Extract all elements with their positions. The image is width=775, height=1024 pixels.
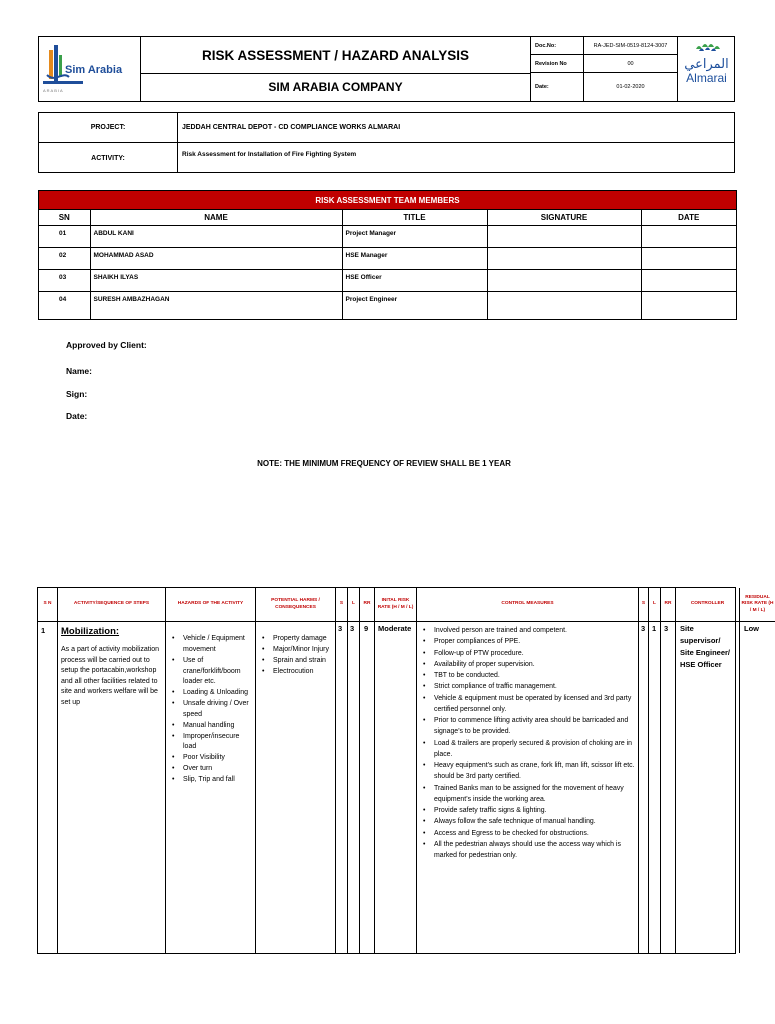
almarai-logo-latin: Almarai [686,71,727,85]
member-name: SURESH AMBAZHAGAN [90,291,342,319]
member-title: HSE Officer [342,269,487,291]
col-sn [38,588,58,953]
activity-description: As a part of activity mobilization process will be carried out to setup the portacabin,workshop and all other facilities related to site and workers welfare will be set up [61,646,160,706]
header-s-residual: S [639,588,648,622]
list-item: • Access and Egress to be checked for obstructions. [420,828,635,839]
col-l [348,588,360,953]
list-item: • All the pedestrian always should use the access way which is marked for pedestrian only. [420,839,635,862]
list-item: • Heavy equipment’s such as crane, fork lift, man lift, scissor lift etc. should be 3rd party certified. [420,760,635,783]
row-s: 3 [338,624,343,633]
list-item: • Manual handling [169,721,252,732]
list-item: • Load & trailers are properly secured & provision of choking are in place. [420,738,635,761]
header-rr-residual: RR [661,588,675,622]
member-title: Project Manager [342,225,487,247]
col-s [336,588,348,953]
member-sn: 01 [39,225,90,247]
member-date [641,291,736,319]
member-name: MOHAMMAD ASAD [90,247,342,269]
doc-no-value: RA-JED-SIM-0519-8124-3007 [593,42,668,49]
approval-date: Date: [66,411,88,421]
row-initial-risk: Moderate [378,624,412,633]
list-item: • Vehicle / Equipment movement [169,634,252,656]
list-item: • Proper compliances of PPE. [420,636,635,647]
row-l-residual: 1 [652,624,657,633]
list-item: • Strict compliance of traffic management. [420,681,635,692]
activity-title: Mobilization: [61,626,120,637]
company-name: SIM ARABIA COMPANY [268,80,403,94]
sim-arabia-logo-text: Sim Arabia [65,64,123,76]
document-title: RISK ASSESSMENT / HAZARD ANALYSIS [141,37,530,74]
project-label: PROJECT: [39,113,178,142]
list-item: • Provide safety traffic signs & lighting. [420,805,635,816]
col-s-residual [639,588,649,953]
header-rr: RR [360,588,374,622]
team-heading: RISK ASSESSMENT TEAM MEMBERS [39,191,736,210]
col-name: NAME [90,210,342,225]
table-row [39,291,736,319]
row-controller: Site supervisor/ Site Engineer/ HSE Officer [680,624,731,669]
header-hazards: HAZARDS OF THE ACTIVITY [166,588,255,622]
member-signature [487,225,641,247]
header-l: L [348,588,359,622]
row-sn: 1 [41,626,46,635]
header-sn: S N [38,588,57,622]
control-measures-cell [417,623,638,863]
activity-cell [58,623,165,710]
header-title-block [141,37,531,101]
member-sn: 02 [39,247,90,269]
list-item: • Use of crane/forklift/boom loader etc. [169,656,252,689]
harms-cell [256,632,335,679]
col-l-residual [649,588,661,953]
list-item: • Vehicle & equipment must be operated by licensed and 3rd party certified personnel only. [420,693,635,716]
review-note: NOTE: THE MINIMUM FREQUENCY OF REVIEW SHALL BE 1 YEAR [257,459,511,468]
header-l-residual: L [649,588,660,622]
member-date [641,269,736,291]
list-item: • Always follow the safe technique of manual handling. [420,816,635,827]
header-activity: ACTIVITY/SEQUENCE OF STEPS [58,588,165,622]
member-signature [487,291,641,319]
col-initial-risk [375,588,417,953]
col-activity [58,588,166,953]
document-header [38,36,735,102]
table-row [39,247,736,269]
header-s: S [336,588,347,622]
member-title: Project Engineer [342,291,487,319]
list-item: • Poor Visibility [169,753,252,764]
col-hazards [166,588,256,953]
member-title: HSE Manager [342,247,487,269]
list-item: • Follow-up of PTW procedure. [420,648,635,659]
date-value: 01-02-2020 [616,84,645,90]
row-rr: 9 [364,624,369,633]
list-item: • Prior to commence lifting activity area should be barricaded and signage’s to be provided. [420,715,635,738]
header-initial-risk: INITAL RISK RATE (H / M / L) [375,588,416,622]
header-controller: CONTROLLER [676,588,739,622]
list-item: • Slip, Trip and fall [169,775,252,786]
header-control-measures: CONTROL MEASURES [417,588,638,622]
project-info [38,112,735,173]
list-item: • Sprain and strain [259,656,332,667]
list-item: • Trained Banks man to be assigned for the movement of heavy equipment’s inside the working area. [420,783,635,806]
list-item: • Availability of proper supervision. [420,659,635,670]
sim-arabia-logo-subtext: ARABIA [43,88,64,93]
col-harms [256,588,336,953]
header-harms: POTENTIAL HARMS / CONSEQUENCES [256,588,335,622]
sim-arabia-logo [39,37,141,101]
date-label: Date: [531,73,584,101]
col-control-measures [417,588,639,953]
revision-label: Revision No [531,55,584,72]
row-s-residual: 3 [641,624,646,633]
list-item: • Unsafe driving / Over speed [169,699,252,721]
col-signature: SIGNATURE [487,210,641,225]
list-item: • Electrocution [259,667,332,678]
member-name: ABDUL KANI [90,225,342,247]
row-residual-risk: Low [744,624,759,633]
hazards-cell [166,632,255,788]
row-l: 3 [350,624,355,633]
member-name: SHAIKH ILYAS [90,269,342,291]
col-rr-residual [661,588,676,953]
document-meta [531,37,678,101]
project-value: JEDDAH CENTRAL DEPOT - CD COMPLIANCE WORKS ALMARAI [182,124,401,131]
approval-sign: Sign: [66,389,88,399]
member-sn: 03 [39,269,90,291]
activity-label: ACTIVITY: [39,143,178,173]
list-item: • Loading & Unloading [169,688,252,699]
almarai-logo-icon [678,37,735,101]
risk-assessment-table [37,587,774,954]
row-rr-residual: 3 [664,624,669,633]
activity-value: Risk Assessment for Installation of Fire Fighting System [182,151,357,158]
team-members-table [38,190,737,320]
col-sn: SN [39,210,90,225]
almarai-logo-arabic: المراعي [684,57,729,72]
approval-name: Name: [66,366,92,376]
team-header-row [39,210,736,225]
member-signature [487,269,641,291]
col-residual-risk [740,588,775,953]
col-rr [360,588,375,953]
col-date: DATE [641,210,736,225]
member-sn: 04 [39,291,90,319]
sim-arabia-logo-icon [39,37,141,101]
member-signature [487,247,641,269]
list-item: • TBT to be conducted. [420,670,635,681]
list-item: • Property damage [259,634,332,645]
col-controller [676,588,740,953]
list-item: • Major/Minor Injury [259,645,332,656]
col-title: TITLE [342,210,487,225]
list-item: • Over turn [169,764,252,775]
list-item: • Improper/insecure load [169,732,252,754]
list-item: • Involved person are trained and competent. [420,625,635,636]
table-row [39,269,736,291]
table-row [39,225,736,247]
approved-by-client: Approved by Client: [66,340,147,350]
header-residual-risk: RESIDUAL RISK RATE (H / M / L) [740,588,775,622]
almarai-logo [678,37,735,101]
revision-value: 00 [627,60,634,67]
member-date [641,225,736,247]
member-date [641,247,736,269]
doc-no-label: Doc.No: [531,37,584,54]
